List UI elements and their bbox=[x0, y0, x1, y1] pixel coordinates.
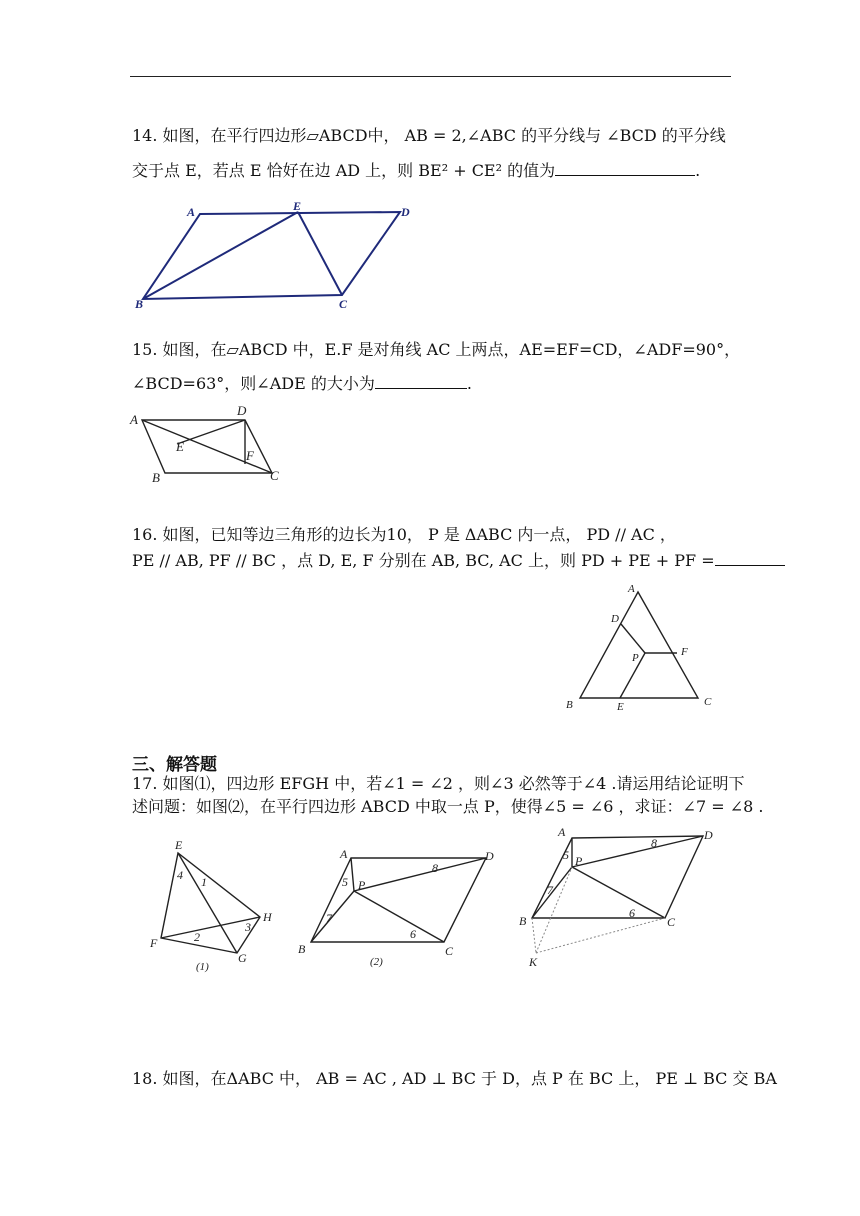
q16-label-a: A bbox=[628, 583, 635, 595]
q17-fig2-label-5: 5 bbox=[342, 875, 348, 889]
q15-label-e: E bbox=[176, 439, 184, 454]
q17-fig3-label-c: C bbox=[667, 915, 676, 929]
q17-fig1-caption: (1) bbox=[196, 961, 209, 973]
q17-fig2-label-a: A bbox=[340, 847, 348, 861]
q14-label-b: B bbox=[135, 297, 144, 311]
q14-line2: 交于点 E，若点 E 恰好在边 AD 上，则 BE² + CE² 的值为 . bbox=[132, 161, 701, 180]
q14-label-a: A bbox=[187, 205, 196, 219]
q17-line1: 17. 如图⑴，四边形 EFGH 中，若∠1 = ∠2 ，则∠3 必然等于∠4 .请运用结论证明下 bbox=[132, 774, 745, 793]
q15-line2: ∠BCD=63°，则∠ADE 的大小为 . bbox=[132, 374, 472, 393]
q17-fig3-label-5: 5 bbox=[563, 848, 569, 862]
q17-fig2-caption: (2) bbox=[370, 956, 383, 968]
q17-fig3-label-k: K bbox=[529, 955, 538, 969]
q15-line1: 15. 如图，在▱ABCD 中，E.F 是对角线 AC 上两点，AE=EF=CD，∠ADF=90°， bbox=[132, 340, 741, 359]
q17-figure-2 bbox=[294, 842, 504, 972]
q15-label-a: A bbox=[130, 412, 138, 427]
q16-label-p: P bbox=[632, 652, 639, 664]
q17-fig1-label-3: 3 bbox=[245, 920, 251, 934]
q16-label-d: D bbox=[611, 613, 619, 625]
q17-fig3-label-d: D bbox=[704, 828, 713, 842]
q14-label-e: E bbox=[293, 199, 302, 213]
q14-answer-blank bbox=[555, 161, 695, 176]
q17-fig1-label-1: 1 bbox=[201, 875, 207, 889]
q17-fig2-label-6: 6 bbox=[410, 927, 416, 941]
q17-fig3-label-8: 8 bbox=[651, 836, 657, 850]
q18-line1: 18. 如图，在ΔABC 中， AB = AC , AD ⊥ BC 于 D，点 P 在 BC 上， PE ⊥ BC 交 BA bbox=[132, 1069, 777, 1088]
section-title: 三、解答题 bbox=[132, 755, 217, 775]
q17-fig3-label-6: 6 bbox=[629, 906, 635, 920]
q17-fig1-label-2: 2 bbox=[194, 930, 200, 944]
q15-label-f: F bbox=[246, 448, 254, 463]
q17-fig2-label-b: B bbox=[298, 942, 306, 956]
q14-figure bbox=[135, 198, 425, 313]
q17-fig1-label-e: E bbox=[175, 838, 183, 852]
q15-label-c: C bbox=[270, 468, 279, 483]
q16-line2: PE // AB, PF // BC ，点 D, E, F 分别在 AB, BC, AC 上，则 PD + PE + PF = bbox=[132, 551, 785, 571]
q14-label-d: D bbox=[401, 205, 410, 219]
q15-figure bbox=[128, 402, 288, 484]
header-rule bbox=[130, 76, 731, 77]
q17-line2: 述问题：如图⑵，在平行四边形 ABCD 中取一点 P，使得∠5 = ∠6 ，求证：∠7 = ∠8 . bbox=[132, 797, 764, 816]
q16-line1: 16. 如图，已知等边三角形的边长为10， P 是 ΔABC 内一点， PD // AC ， bbox=[132, 525, 676, 544]
q15-label-d: D bbox=[237, 403, 247, 418]
q16-label-c: C bbox=[704, 696, 712, 708]
q17-fig3-label-b: B bbox=[519, 914, 527, 928]
q17-fig1-label-4: 4 bbox=[177, 868, 183, 882]
q16-label-f: F bbox=[681, 646, 688, 658]
q16-answer-blank bbox=[715, 551, 785, 566]
q17-fig2-label-8: 8 bbox=[432, 861, 438, 875]
q17-fig2-label-7: 7 bbox=[326, 911, 332, 925]
q17-fig2-label-c: C bbox=[445, 944, 454, 958]
q15-label-b: B bbox=[152, 470, 160, 485]
q17-figure-1 bbox=[148, 835, 278, 975]
q15-answer-blank bbox=[375, 374, 467, 389]
q16-label-b: B bbox=[566, 699, 573, 711]
q17-fig1-label-g: G bbox=[238, 951, 247, 965]
q17-figure-3 bbox=[515, 822, 730, 972]
q16-figure bbox=[560, 580, 730, 715]
q17-fig3-label-p: P bbox=[575, 854, 583, 868]
q14-line1: 14. 如图，在平行四边形▱ABCD中， AB = 2,∠ABC 的平分线与 ∠BCD 的平分线 bbox=[132, 126, 726, 145]
q17-fig3-label-a: A bbox=[558, 825, 566, 839]
q17-fig2-label-d: D bbox=[485, 849, 494, 863]
q16-label-e: E bbox=[617, 701, 624, 713]
q17-fig3-label-7: 7 bbox=[547, 883, 553, 897]
q17-fig1-label-f: F bbox=[150, 936, 158, 950]
q17-fig2-label-p: P bbox=[358, 878, 366, 892]
q17-fig1-label-h: H bbox=[263, 910, 272, 924]
q14-label-c: C bbox=[339, 297, 348, 311]
